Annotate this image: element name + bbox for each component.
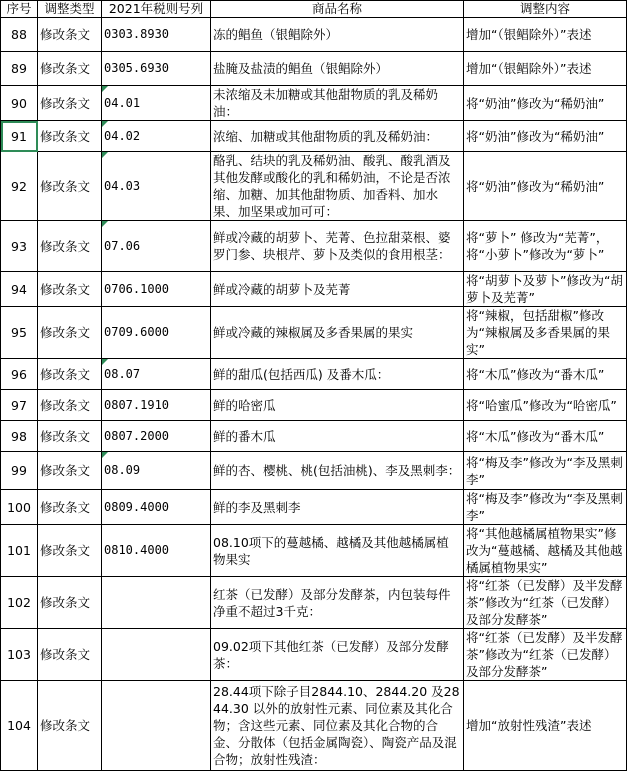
cell-seq[interactable] [1, 629, 38, 681]
header-name[interactable]: 商品名称 [211, 1, 464, 18]
table-row [1, 18, 627, 52]
cell-name[interactable] [211, 359, 464, 390]
cell-type[interactable] [38, 490, 102, 525]
cell-note-indicator [102, 359, 108, 365]
cell-seq-text: 102 [7, 595, 31, 610]
cell-name-text: 鲜的李及黑刺李 [213, 499, 301, 515]
cell-adjustment-text: 将“奶油”修改为“稀奶油” [466, 178, 605, 194]
cell-name[interactable] [211, 490, 464, 525]
cell-seq[interactable] [1, 221, 38, 272]
table-row [1, 525, 627, 577]
cell-seq[interactable] [1, 307, 38, 359]
cell-code[interactable] [102, 221, 211, 272]
cell-name-text: 酪乳、结块的乳及稀奶油、酸乳、酸乳酒及其他发酵或酸化的乳和稀奶油，不论是否浓缩、加糖、加其他甜物质、加香料、加水果、加坚果或加可可： [213, 153, 451, 219]
cell-seq-text: 95 [11, 325, 27, 340]
cell-type[interactable] [38, 152, 102, 221]
table-row [1, 52, 627, 86]
cell-name-text: 09.02项下其他红茶（已发酵）及部分发酵茶： [213, 638, 449, 671]
cell-seq-text: 99 [11, 463, 27, 478]
cell-type[interactable] [38, 307, 102, 359]
cell-type-text: 修改条文 [40, 397, 91, 413]
cell-seq[interactable] [1, 272, 38, 307]
cell-seq[interactable] [1, 421, 38, 452]
table-row [1, 272, 627, 307]
cell-adjustment-text: 将“奶油”修改为“稀奶油” [466, 128, 605, 144]
cell-adjustment[interactable] [464, 121, 627, 152]
cell-code[interactable] [102, 52, 211, 86]
cell-code-text: 07.06 [104, 238, 141, 253]
cell-seq-text: 98 [11, 428, 27, 444]
cell-note-indicator [102, 221, 108, 227]
cell-type[interactable] [38, 681, 102, 771]
cell-name[interactable] [211, 52, 464, 86]
cell-code[interactable] [102, 18, 211, 52]
cell-seq[interactable] [1, 86, 38, 121]
cell-type-text: 修改条文 [40, 128, 91, 144]
cell-name[interactable] [211, 307, 464, 359]
cell-type-text: 修改条文 [40, 499, 91, 515]
cell-code[interactable] [102, 152, 211, 221]
cell-name-text: 鲜的杏、樱桃、桃(包括油桃)、李及黑刺李： [213, 463, 461, 478]
cell-adjustment[interactable] [464, 452, 627, 490]
header-row [1, 1, 627, 18]
cell-code[interactable] [102, 307, 211, 359]
cell-name-text: 鲜的甜瓜(包括西瓜) 及番木瓜： [213, 366, 390, 382]
cell-seq-text: 94 [11, 281, 27, 297]
cell-type-text: 修改条文 [40, 178, 91, 194]
cell-code[interactable] [102, 390, 211, 421]
cell-adjustment-text: 增加“（银鲳除外）”表述 [466, 61, 592, 76]
cell-code[interactable] [102, 121, 211, 152]
cell-code-text: 0709.6000 [104, 325, 170, 339]
cell-type[interactable] [38, 390, 102, 421]
cell-adjustment[interactable] [464, 421, 627, 452]
cell-seq-text: 101 [7, 543, 31, 558]
cell-code-text: 04.02 [104, 128, 141, 143]
cell-type-text: 修改条文 [40, 281, 91, 297]
table-row [1, 86, 627, 121]
cell-seq-text: 91 [11, 128, 27, 144]
cell-adjustment[interactable] [464, 272, 627, 307]
table-row [1, 121, 627, 152]
cell-name-text: 鲜或冷藏的辣椒属及多香果属的果实 [213, 325, 414, 340]
cell-seq-text: 96 [11, 366, 27, 382]
table-row [1, 221, 627, 272]
cell-adjustment[interactable] [464, 390, 627, 421]
cell-name-text: 28.44项下除子目2844.10、2844.20 及2844.30 以外的放射性元素、同位素及其化合物；含这些元素、同位素及其化合物的合金、分散体（包括金属陶瓷）、陶瓷产品及混合物；放射性残渣： [213, 684, 460, 767]
cell-code-text: 0807.1910 [104, 397, 170, 412]
cell-type-text: 修改条文 [40, 543, 91, 558]
cell-seq-text: 97 [11, 397, 27, 413]
cell-adjustment-text: 将“木瓜”修改为“番木瓜” [466, 428, 605, 444]
cell-name[interactable] [211, 577, 464, 629]
cell-code[interactable] [102, 525, 211, 577]
cell-name[interactable] [211, 272, 464, 307]
cell-seq-text: 89 [11, 61, 27, 76]
cell-adjustment-text: 将“奶油”修改为“稀奶油” [466, 95, 605, 111]
cell-seq[interactable] [1, 52, 38, 86]
cell-name[interactable] [211, 18, 464, 52]
cell-adjustment-text: 将“辣椒，包括甜椒”修改为“辣椒属及多香果属的果实” [466, 308, 610, 357]
cell-seq[interactable] [1, 390, 38, 421]
cell-name-text: 鲜或冷藏的胡萝卜及芜菁 [213, 281, 351, 297]
cell-seq[interactable] [1, 681, 38, 771]
header-adjustment[interactable]: 调整内容 [464, 1, 627, 18]
cell-adjustment[interactable] [464, 525, 627, 577]
cell-type-text: 修改条文 [40, 428, 91, 444]
table-row [1, 490, 627, 525]
cell-code[interactable] [102, 490, 211, 525]
table-row [1, 629, 627, 681]
cell-adjustment-text: 将“木瓜”修改为“番木瓜” [466, 366, 605, 382]
cell-name-text: 鲜的哈密瓜 [213, 397, 276, 413]
cell-type-text: 修改条文 [40, 595, 91, 610]
cell-seq[interactable] [1, 525, 38, 577]
cell-code[interactable] [102, 681, 211, 771]
table-row [1, 307, 627, 359]
cell-adjustment-text: 增加“（银鲳除外）”表述 [466, 27, 592, 42]
cell-note-indicator [102, 86, 108, 92]
cell-type[interactable] [38, 629, 102, 681]
cell-name[interactable] [211, 681, 464, 771]
cell-type-text: 修改条文 [40, 463, 91, 478]
cell-adjustment[interactable] [464, 681, 627, 771]
cell-code-text: 0706.1000 [104, 281, 170, 296]
cell-name[interactable] [211, 390, 464, 421]
cell-adjustment-text: 将“梅及李”修改为“李及黑刺李” [466, 491, 623, 523]
table-row [1, 577, 627, 629]
cell-name[interactable] [211, 86, 464, 121]
cell-adjustment[interactable] [464, 18, 627, 52]
cell-type[interactable] [38, 577, 102, 629]
table-row [1, 452, 627, 490]
cell-adjustment-text: 将“红茶（已发酵）及半发酵茶”修改为“红茶（已发酵）及部分发酵茶” [466, 578, 623, 627]
cell-type-text: 修改条文 [40, 325, 91, 340]
cell-name[interactable] [211, 421, 464, 452]
cell-adjustment[interactable] [464, 577, 627, 629]
cell-note-indicator [102, 121, 108, 127]
cell-name[interactable] [211, 452, 464, 490]
cell-adjustment-text: 增加“放射性残渣”表述 [466, 718, 592, 733]
cell-code-text: 0809.4000 [104, 499, 170, 514]
cell-code-text: 08.09 [104, 463, 141, 477]
cell-type-text: 修改条文 [40, 718, 91, 733]
cell-adjustment[interactable] [464, 490, 627, 525]
cell-code[interactable] [102, 577, 211, 629]
cell-adjustment-text: 将“萝卜” 修改为“芜菁”，将“小萝卜”修改为“萝卜” [466, 230, 609, 262]
header-seq[interactable]: 序号 [1, 1, 38, 18]
cell-adjustment-text: 将“梅及李”修改为“李及黑刺李” [466, 454, 623, 487]
header-type[interactable]: 调整类型 [38, 1, 102, 18]
cell-adjustment-text: 将“哈蜜瓜”修改为“哈密瓜” [466, 397, 617, 413]
cell-adjustment[interactable] [464, 86, 627, 121]
cell-type-text: 修改条文 [40, 366, 91, 382]
cell-type[interactable] [38, 221, 102, 272]
cell-seq[interactable] [1, 452, 38, 490]
cell-adjustment[interactable] [464, 221, 627, 272]
cell-name[interactable] [211, 629, 464, 681]
cell-code-text: 04.03 [104, 178, 141, 193]
header-code[interactable]: 2021年税则号列 [102, 1, 211, 18]
cell-adjustment[interactable] [464, 307, 627, 359]
cell-seq[interactable] [1, 359, 38, 390]
cell-type[interactable] [38, 359, 102, 390]
table-row [1, 359, 627, 390]
cell-code-text: 04.01 [104, 95, 141, 110]
cell-name-text: 鲜或冷藏的胡萝卜、芜菁、色拉甜菜根、婆罗门参、块根芹、萝卜及类似的食用根茎： [213, 230, 451, 262]
cell-type[interactable] [38, 421, 102, 452]
cell-name-text: 红茶（已发酵）及部分发酵茶，内包装每件净重不超过3千克： [213, 586, 451, 619]
table-row [1, 421, 627, 452]
cell-code[interactable] [102, 86, 211, 121]
cell-seq-text: 104 [7, 718, 31, 733]
cell-type[interactable] [38, 272, 102, 307]
cell-name-text: 浓缩、加糖或其他甜物质的乳及稀奶油： [213, 128, 439, 144]
cell-note-indicator [102, 152, 108, 158]
cell-code-text: 0807.2000 [104, 428, 170, 443]
cell-type[interactable] [38, 52, 102, 86]
cell-name-text: 盐腌及盐渍的鲳鱼（银鲳除外） [213, 61, 389, 76]
cell-seq-text: 90 [11, 95, 27, 111]
cell-adjustment-text: 将“其他越橘属植物果实”修改为“蔓越橘、越橘及其他越橘属植物果实” [466, 526, 623, 575]
cell-seq-text: 88 [11, 27, 27, 42]
cell-code[interactable] [102, 359, 211, 390]
cell-type[interactable] [38, 18, 102, 52]
cell-type[interactable] [38, 121, 102, 152]
cell-note-indicator [102, 452, 108, 458]
cell-code[interactable] [102, 272, 211, 307]
cell-seq[interactable] [1, 577, 38, 629]
table-row [1, 152, 627, 221]
cell-type[interactable] [38, 525, 102, 577]
cell-seq-text: 103 [7, 647, 31, 662]
cell-adjustment-text: 将“胡萝卜及萝卜”修改为“胡萝卜及芜菁” [466, 273, 623, 305]
cell-name[interactable] [211, 221, 464, 272]
cell-seq[interactable] [1, 18, 38, 52]
cell-name-text: 08.10项下的蔓越橘、越橘及其他越橘属植物果实 [213, 534, 449, 567]
cell-adjustment[interactable] [464, 152, 627, 221]
cell-name[interactable] [211, 152, 464, 221]
cell-type-text: 修改条文 [40, 95, 91, 111]
cell-seq[interactable] [1, 121, 38, 152]
cell-code-text: 0303.8930 [104, 27, 170, 41]
cell-name-text: 冻的鲳鱼（银鲳除外） [213, 27, 339, 42]
cell-type-text: 修改条文 [40, 61, 91, 76]
cell-name-text: 未浓缩及未加糖或其他甜物质的乳及稀奶油： [213, 87, 439, 119]
cell-seq[interactable] [1, 490, 38, 525]
cell-code-text: 08.07 [104, 366, 141, 381]
cell-seq-text: 93 [11, 238, 27, 254]
cell-name[interactable] [211, 121, 464, 152]
cell-adjustment[interactable] [464, 52, 627, 86]
cell-name[interactable] [211, 525, 464, 577]
cell-type-text: 修改条文 [40, 238, 91, 254]
cell-seq[interactable] [1, 152, 38, 221]
cell-seq-text: 100 [7, 499, 31, 515]
cell-adjustment[interactable] [464, 359, 627, 390]
cell-seq-text: 92 [11, 178, 27, 194]
cell-type-text: 修改条文 [40, 647, 91, 662]
cell-code[interactable] [102, 629, 211, 681]
cell-type[interactable] [38, 86, 102, 121]
table-row [1, 681, 627, 771]
cell-type-text: 修改条文 [40, 27, 91, 42]
cell-code[interactable] [102, 452, 211, 490]
cell-type[interactable] [38, 452, 102, 490]
cell-code-text: 0305.6930 [104, 61, 170, 75]
cell-adjustment-text: 将“红茶（已发酵）及半发酵茶”修改为“红茶（已发酵）及部分发酵茶” [466, 630, 623, 679]
cell-code[interactable] [102, 421, 211, 452]
cell-code-text: 0810.4000 [104, 543, 170, 557]
cell-adjustment[interactable] [464, 629, 627, 681]
cell-name-text: 鲜的番木瓜 [213, 428, 276, 444]
table-row [1, 390, 627, 421]
